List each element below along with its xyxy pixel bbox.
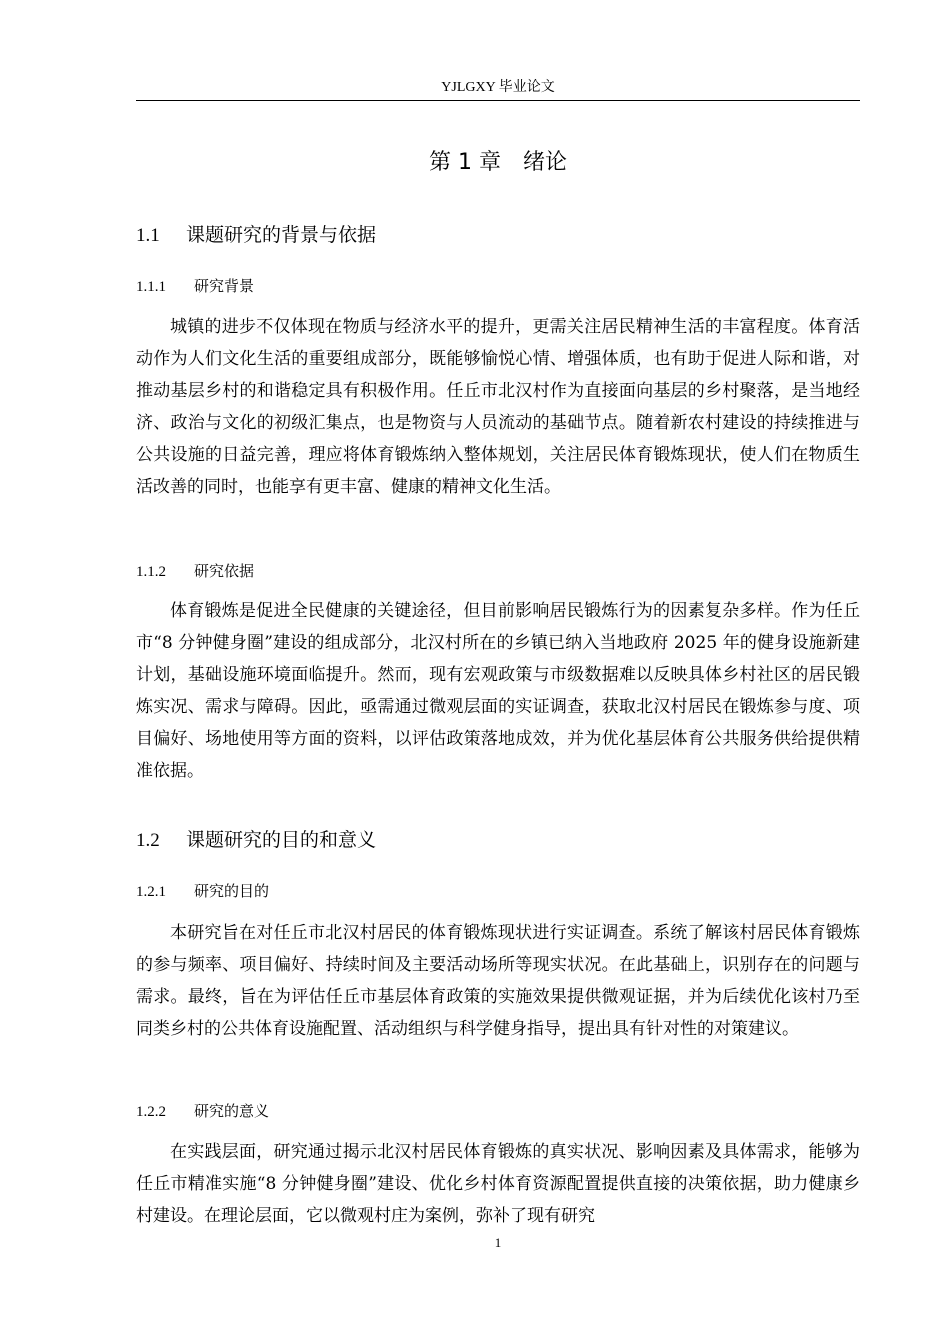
paragraph-research-purpose: 本研究旨在对任丘市北汉村居民的体育锻炼现状进行实证调查。系统了解该村居民体育锻炼的参与频率、项目偏好、持续时间及主要活动场所等现实状况。在此基础上，识别存在的问题与需求。最终，旨在为评估任丘市基层体育政策的实施效果提供微观证据，并为后续优化该村乃至同类乡村的公共体育设施配置、活动组织与科学健身指导，提出具有针对性的对策建议。 (136, 923, 860, 1039)
subsection-number: 1.1.2 (136, 564, 166, 580)
paragraph-research-background: 城镇的进步不仅体现在物质与经济水平的提升，更需关注居民精神生活的丰富程度。体育活动作为人们文化生活的重要组成部分，既能够愉悦心情、增强体质，也有助于促进人际和谐，对推动基层乡村的和谐稳定具有积极作用。任丘市北汉村作为直接面向基层的乡村聚落，是当地经济、政治与文化的初级汇集点，也是物资与人员流动的基础节点。随着新农村建设的持续推进与公共设施的日益完善，理应将体育锻炼纳入整体规划，关注居民体育锻炼现状，使人们在物质生活改善的同时，也能享有更丰富、健康的精神文化生活。 (136, 317, 860, 497)
header-rule (136, 100, 860, 101)
running-header: YJLGXY 毕业论文 (441, 80, 555, 95)
subsection-title: 研究依据 (194, 562, 255, 580)
subsection-number: 1.2.1 (136, 884, 166, 900)
subsection-title: 研究背景 (194, 277, 255, 295)
chapter-title: 第 1 章 绪论 (429, 150, 567, 175)
section-number: 1.2 (136, 830, 160, 851)
subsection-heading-1-1-1 (136, 275, 254, 298)
section-heading-1-2 (136, 827, 376, 854)
paragraph-research-basis: 体育锻炼是促进全民健康的关键途径，但目前影响居民锻炼行为的因素复杂多样。作为任丘市“8 分钟健身圈”建设的组成部分，北汉村所在的乡镇已纳入当地政府 2025 年的健身设施新建计划，基础设施环境面临提升。然而，现有宏观政策与市级数据难以反映具体乡村社区的居民锻炼实况、需求与障碍。因此，亟需通过微观层面的实证调查，获取北汉村居民在锻炼参与度、项目偏好、场地使用等方面的资料，以评估政策落地成效，并为优化基层体育公共服务供给提供精准依据。 (136, 601, 860, 781)
page-number: 1 (494, 1235, 502, 1250)
paragraph-research-significance: 在实践层面，研究通过揭示北汉村居民体育锻炼的真实状况、影响因素及具体需求，能够为任丘市精准实施“8 分钟健身圈”建设、优化乡村体育资源配置提供直接的决策依据，助力健康乡村建设。在理论层面，它以微观村庄为案例，弥补了现有研究 (136, 1142, 860, 1226)
subsection-number: 1.2.2 (136, 1104, 166, 1120)
subsection-heading-1-1-2 (136, 560, 254, 583)
subsection-heading-1-2-2 (136, 1100, 269, 1123)
section-title: 课题研究的背景与依据 (186, 224, 377, 246)
subsection-title: 研究的意义 (194, 1102, 270, 1120)
section-heading-1-1 (136, 222, 376, 249)
subsection-number: 1.1.1 (136, 279, 166, 295)
subsection-title: 研究的目的 (194, 882, 270, 900)
subsection-heading-1-2-1 (136, 880, 269, 903)
section-number: 1.1 (136, 225, 160, 246)
section-title: 课题研究的目的和意义 (186, 829, 377, 851)
